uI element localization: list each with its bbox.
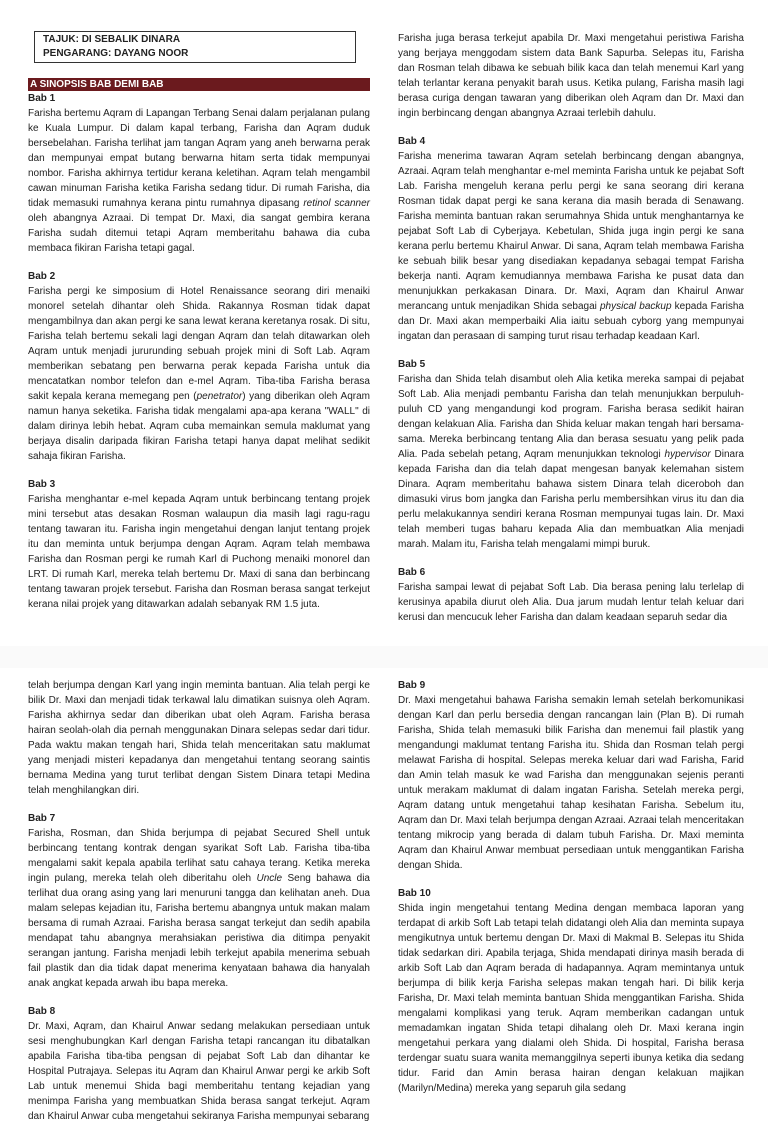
italic-term: hypervisor [664, 449, 711, 460]
synopsis-section [398, 886, 744, 1096]
chapter-heading: Bab 10 [398, 888, 431, 899]
chapter-text [28, 284, 370, 464]
chapter-text [28, 106, 370, 256]
book-author: PENGARANG: DAYANG NOOR [43, 48, 189, 59]
chapter-text [28, 826, 370, 991]
text-segment: telah berjumpa dengan Karl yang ingin meminta bantuan. Alia telah pergi ke bilik Dr. Maxi dan menjadi tidak terkawal lalu dimatikan suisnya oleh Aqram. Farisha akhirnya sedar dan diberikan ubat oleh Aqram. Farisha berasa hairan seolah-olah dia pernah menggunakan Dinara selepas sedar dari tidur. Pada waktu makan tengah hari, Shida telah menceritakan satu maklumat yang menjadi misteri kepadanya dan mengetahui tentang seorang saintis bernama Medina yang turut terlibat dengan Sistem Dinara tetapi Medina telah menghilangkan diri. [28, 680, 370, 796]
text-segment: Dinara kepada Farisha dan dia telah dapat mengesan banyak kelemahan sistem Dinara. Aqram memberitahu bahawa sistem Dinara telah diceroboh dan dimasuki virus bom jangka dan Farisha perlu membersihkan virus itu dan dia perlu melakukannya sendiri kerana Rosman mempunyai tugas lain. Dr. Maxi telah memberi tugas baharu kepada Alia dan membuatkan Alia menjadi marah. Malam itu, Farisha telah mengalami mimpi buruk. [398, 449, 744, 550]
text-segment: Farisha, Rosman, dan Shida berjumpa di pejabat Secured Shell untuk berbincang tentang kontrak dengan syarikat Soft Lab. Farisha tiba-tiba mengalami sakit kepala apabila terlihat satu cahaya terang. Ketika mereka ingin pulang, mereka telah oleh diberitahu oleh [28, 828, 370, 884]
chapter-heading: Bab 2 [28, 271, 56, 282]
chapter-text [398, 580, 744, 625]
title-box [34, 31, 356, 63]
chapter-text [28, 492, 370, 612]
text-segment: Farisha dan Shida telah disambut oleh Alia ketika mereka sampai di pejabat Soft Lab. Alia menjadi pembantu Farisha dan telah menunjukkan berpuluh-puluh CD yang mengandungi kod program. Farisha berasa sedikit hairan dengan kelakuan Alia. Farisha dan Shida keluar makan tengah hari bersama-sama. Mereka berbincang tentang Alia dan berasa sesuatu yang pelik pada Alia. Pada sebelah petang, Aqram menunjukkan teknologi [398, 374, 744, 460]
page-bottom [0, 668, 768, 1137]
italic-term: penetrator [196, 391, 243, 402]
synopsis-section [398, 31, 744, 121]
text-segment: Dr. Maxi, Aqram, dan Khairul Anwar sedang melakukan persediaan untuk sesi menghubungkan Karl dengan Farisha tetapi rancangan itu dibatalkan apabila Farisha tiba-tiba pengsan di pejabat Soft Lab dan dihantar ke Hospital Putrajaya. Selepas itu Aqram dan Khairul Anwar pergi ke arkib Soft Lab untuk menemui Shida bagi memberitahu tentang kejadian yang menimpa Farisha yang membuatkan Shida berasa sangat terkejut. Aqram dan Khairul Anwar cuba mengetahui sekiranya Farisha mempunyai sebarang [28, 1021, 370, 1122]
synopsis-section [28, 1004, 370, 1124]
chapter-heading: Bab 3 [28, 479, 56, 490]
chapter-heading: Bab 8 [28, 1006, 56, 1017]
text-segment: ) yang diberikan oleh Aqram namun hanya seketika. Farisha tidak mengalami apa-apa kerana "WALL" di dalam dirinya lebih hebat. Aqram cuba memainkan semula maklumat yang berjaya disalin daripada fikiran Farisha tetapi hanya dapat melihat sedikit sahaja fikiran Farisha. [28, 391, 370, 462]
italic-term: retinol scanner [303, 198, 370, 209]
column-bottom-right [398, 678, 744, 1137]
synopsis-section [28, 811, 370, 991]
chapter-text [398, 372, 744, 552]
synopsis-section [28, 678, 370, 798]
chapter-heading: Bab 7 [28, 813, 56, 824]
chapter-text [398, 149, 744, 344]
chapter-text [398, 901, 744, 1096]
synopsis-section [28, 91, 370, 256]
text-segment: kepada Farisha dan Dr. Maxi akan memperbaiki Alia iaitu sebuah cyborg yang mempunyai ingatan dan perasaan di samping turut risau terhadap keadaan Karl. [398, 301, 744, 342]
text-segment: Seng bahawa dia terlihat dua orang asing yang lari menuruni tangga dan kelihatan aneh. Dua malam selepas kejadian itu, Farisha bertemu abangnya untuk makan malam bersama di rumah Azraai. Farisha berasa sangat terkejut dan sedih apabila mendapat tahu abangnya merahsiakan peristiwa dia ditimpa penyakit serangan jantung. Farisha menjadi lebih terkejut apabila menerima sebuah fail plastik dan dia tidak dapat menerima kenyataan bahawa dia hanyalah anak angkat kepada arwah ibu bapa mereka. [28, 873, 370, 989]
synopsis-section [28, 477, 370, 612]
text-segment: Farisha menerima tawaran Aqram setelah berbincang dengan abangnya, Azraai. Aqram telah menghantar e-mel meminta Farisha untuk ke pejabat Soft Lab. Farisha mengeluh kerana perlu pergi ke sana seorang diri kerana Rosman tidak dapat pergi ke sana kerana dia masih berada di Senawang. Farisha meminta bantuan rakan serumahnya Shida untuk menghantarnya ke pejabat Soft Lab di Cyberjaya. Kebetulan, Shida juga ingin pergi ke sana kerana perlu bertemu Khairul Anwar. Di sana, Aqram telah membawa Farisha ke sebuah bilik besar yang disediakan kepadanya sebagai tempat Farisha bekerja nanti. Aqram kemudiannya membawa Farisha ke pusat data dan menunjukkan perkakasan Dinara. Dr. Maxi, Aqram dan Khairul Anwar merancang untuk menjadikan Shida sebagai [398, 151, 744, 312]
book-title: TAJUK: DI SEBALIK DINARA [43, 34, 181, 45]
synopsis-section [28, 269, 370, 464]
synopsis-section [398, 134, 744, 344]
text-segment: Farisha juga berasa terkejut apabila Dr. Maxi mengetahui peristiwa Farisha yang berjaya menggodam sistem data Bank Sapurba. Selepas itu, Farisha dan Rosman telah dibawa ke sebuah bilik kaca dan telah menemui Karl yang telah terlantar kerana penyakit barah usus. Ketika pulang, Farisha masih lagi berasa curiga dengan tawaran yang diberikan oleh Aqram dan Dr. Maxi dan ingin berbincang dengan abangnya Azraai terlebih dahulu. [398, 33, 744, 119]
chapter-heading: Bab 4 [398, 136, 426, 147]
italic-term: Uncle [256, 873, 283, 884]
text-segment: Farisha pergi ke simposium di Hotel Renaissance seorang diri menaiki monorel setelah dihantar oleh Shida. Rakannya Rosman tidak dapat mengambilnya dan akan pergi ke sana lewat kerana keretanya rosak. Di situ, Farisha telah bertemu sekali lagi dengan Aqram dan telah ditawarkan oleh Aqram untuk menjadi jururunding sebuah projek mini di Soft Lab. Aqram memberikan sebatang pen berwarna perak kepada Farisha untuk dia mencatatkan nombor telefon dan e-mel Aqram. Tiba-tiba Farisha berasa sakit kepala kerana memegang pen ( [28, 286, 370, 402]
chapter-heading: Bab 6 [398, 567, 426, 578]
column-top-left [28, 31, 370, 638]
page-break [0, 646, 768, 668]
text-segment: Shida ingin mengetahui tentang Medina dengan membaca laporan yang terdapat di arkib Soft Lab tetapi telah didatangi oleh Alia dan meminta supaya mengikutnya untuk bertemu dengan Dr. Maxi di Makmal B. Selepas itu Shida tidak sedarkan diri. Apabila terjaga, Shida mendapati dirinya masih berada di arkib Soft Lab dan Aqram berada di hadapannya. Aqram memintanya untuk berjumpa di bilik kerja Farisha selepas makan tengah hari. Di bilik kerja Farisha, Dr. Maxi telah meminta bantuan Shida menggantikan Farisha. Shida mengalami komplikasi yang teruk. Aqram memberikan cadangan untuk memadamkan ingatan Shida tetapi dihalang oleh Dr. Maxi kerana ingin mengetahui perkara yang dialami oleh Shida. Di hospital, Farisha berasa terdengar suatu suara wanita memanggilnya seperti ibunya ketika dia sedang tidur. Farid dan Amin berasa hairan dengan kelakuan majikan (Marilyn/Medina) mereka yang separuh gila sedang [398, 903, 744, 1094]
chapter-text [398, 31, 744, 121]
chapter-text [28, 678, 370, 798]
chapter-text [398, 693, 744, 873]
chapter-heading: Bab 9 [398, 680, 426, 691]
synopsis-section [398, 565, 744, 625]
text-segment: Farisha bertemu Aqram di Lapangan Terbang Senai dalam perjalanan pulang ke Kuala Lumpur. Di dalam kapal terbang, Farisha dan Aqram duduk bersebelahan. Farisha terlihat jam tangan Aqram yang aneh berwarna perak dan mempunyai empat butang berwarna hitam serta tidak mempunyai nombor. Farisha akhirnya tertidur kerana keletihan. Aqram telah mengambil cawan minuman Farisha ketika Farisha sedang tidur. Di rumah Farisha, dia tidak memasuki rumahnya kerana pintu rumahnya dipasang [28, 108, 370, 209]
text-segment: Farisha sampai lewat di pejabat Soft Lab. Dia berasa pening lalu terlelap di kerusinya apabila diurut oleh Alia. Dua jarum mudah lentur telah keluar dari kerusi dan mencucuk leher Farisha dan dalam keadaan separuh sedar dia [398, 582, 744, 623]
synopsis-section [398, 357, 744, 552]
chapter-text [28, 1019, 370, 1124]
chapter-heading: Bab 5 [398, 359, 426, 370]
synopsis-section [398, 678, 744, 873]
text-segment: oleh abangnya Azraai. Di tempat Dr. Maxi, dia sangat gembira kerana Farisha sudah ditemui tetapi Aqram memberitahu bahawa dia cuba membaca fikiran Farisha tetapi gagal. [28, 213, 370, 254]
column-bottom-left [28, 678, 370, 1137]
text-segment: Dr. Maxi mengetahui bahawa Farisha semakin lemah setelah berkomunikasi dengan Karl dan perlu bersedia dengan rancangan lain (Plan B). Di rumah Farisha, Shida telah memasuki bilik Farisha dan menemui fail plastik yang mengandungi maklumat tentang Farisha itu. Shida dan Rosman telah pergi melawat Farisha di hospital. Selepas mereka keluar dari wad Farisha, Farid dan Amin telah masuk ke wad Farisha dan menggunakan sejenis peranti untuk merakam maklumat di dalam ingatan Farisha. Setelah mereka pergi, Aqram datang untuk mengetahui tahap kesihatan Farisha. Sebelum itu, Aqram dan Dr. Maxi telah berjumpa dengan Azraai. Azraai telah menceritakan tentang mikrocip yang berada di dalam tubuh Farisha. Dr. Maxi meminta Aqram dan Khairul Anwar membuat persediaan untuk menggantikan Farisha dengan Shida. [398, 695, 744, 871]
section-title: A SINOPSIS BAB DEMI BAB [28, 78, 370, 91]
text-segment: Farisha menghantar e-mel kepada Aqram untuk berbincang tentang projek mini tersebut atas desakan Rosman walaupun dia masih lagi ragu-ragu tentang tawaran itu. Farisha ingin mengetahui dengan lanjut tentang projek itu dan meminta untuk berjumpa dengan Aqram. Aqram telah membawa Farisha dan Rosman pergi ke rumah Karl di Puchong menaiki monorel dan LRT. Di rumah Karl, mereka telah bertemu Dr. Maxi di sana dan berbincang tentang tawaran projek tersebut. Farisha dan Rosman berasa sangat terkejut kerana nilai projek yang ditawarkan adalah sebanyak RM 1.5 juta. [28, 494, 370, 610]
column-top-right [398, 31, 744, 638]
italic-term: physical backup [600, 301, 672, 312]
chapter-heading: Bab 1 [28, 93, 56, 104]
